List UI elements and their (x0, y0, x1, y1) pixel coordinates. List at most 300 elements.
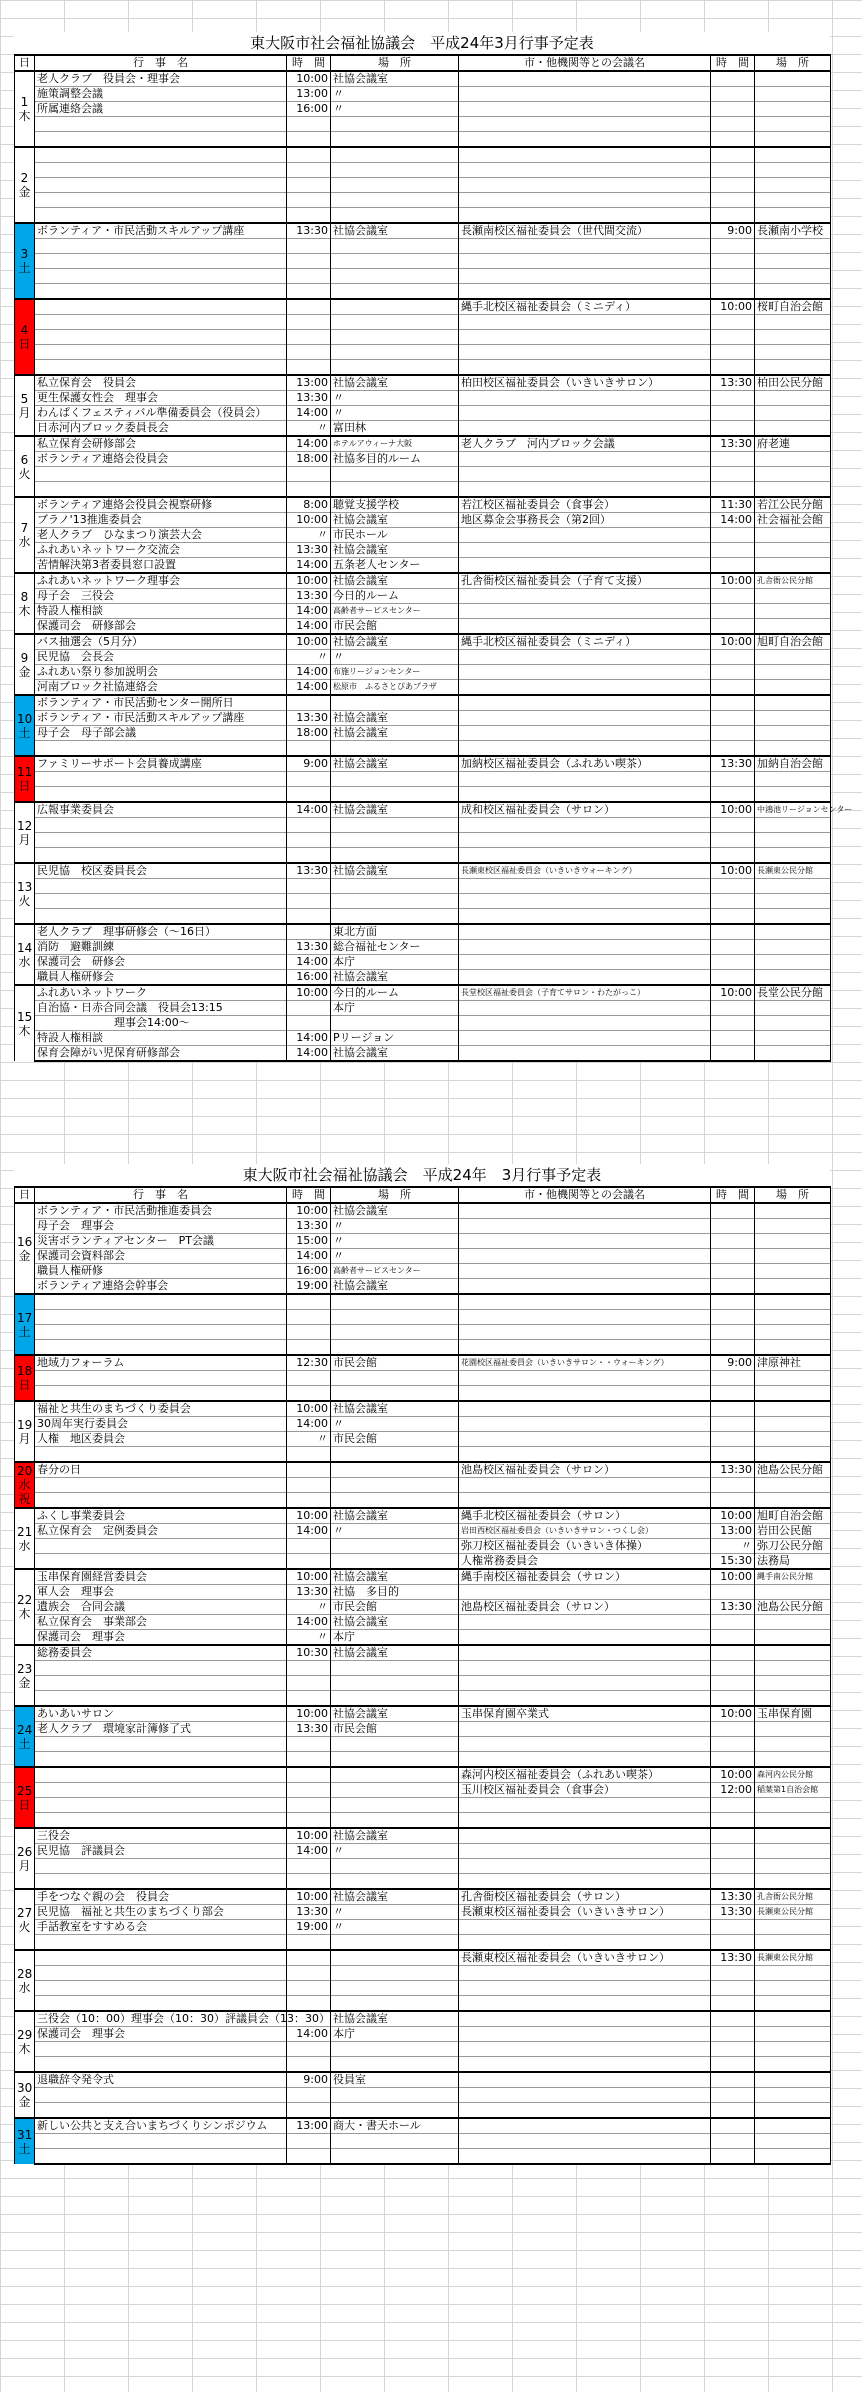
table-row (15, 2011, 831, 2027)
external-time (711, 178, 755, 193)
day-cell: 11 日 (15, 756, 35, 802)
external-time: 15:30 (711, 1554, 755, 1570)
event-place: 社協会議室 (331, 756, 459, 772)
table-row (15, 1905, 831, 1920)
external-meeting (459, 178, 711, 193)
table-row (15, 2149, 831, 2165)
external-meeting: 池島校区福祉委員会（サロン） (459, 1600, 711, 1615)
external-place (755, 1676, 831, 1691)
external-time (711, 1447, 755, 1463)
event-time: 13:30 (287, 1219, 331, 1234)
event-place: Pリージョン (331, 1031, 459, 1046)
external-time (711, 2072, 755, 2088)
external-place (755, 1016, 831, 1031)
external-time: 12:00 (711, 1783, 755, 1798)
table-row (15, 421, 831, 437)
external-place: 弥刀公民分館 (755, 1539, 831, 1554)
event-time (287, 1996, 331, 2012)
external-place (755, 680, 831, 696)
external-time: 10:00 (711, 863, 755, 879)
external-time (711, 2088, 755, 2103)
external-time: 10:00 (711, 1706, 755, 1722)
external-place (755, 619, 831, 635)
external-meeting: 長堂校区福祉委員会（子育てサロン・わたがっこ） (459, 985, 711, 1001)
event-name (35, 360, 287, 376)
event-name: 手をつなぐ親の会 役員会 (35, 1889, 287, 1905)
external-place (755, 1813, 831, 1829)
external-time (711, 1996, 755, 2012)
event-name (35, 772, 287, 787)
external-place: 旭町自治会館 (755, 634, 831, 650)
external-time (711, 1798, 755, 1813)
event-name (35, 1447, 287, 1463)
external-meeting (459, 421, 711, 437)
event-place (331, 1554, 459, 1570)
event-time (287, 2149, 331, 2165)
external-meeting (459, 695, 711, 711)
event-place (331, 1661, 459, 1676)
table-row (15, 1706, 831, 1722)
external-place (755, 589, 831, 604)
event-place: 社協会議室 (331, 573, 459, 589)
external-place (755, 970, 831, 986)
external-meeting: 縄手北校区福祉委員会（サロン） (459, 1508, 711, 1524)
external-time (711, 1401, 755, 1417)
event-place: 〃 (331, 406, 459, 421)
external-time (711, 970, 755, 986)
external-place: 旭町自治会館 (755, 1508, 831, 1524)
table-row (15, 2103, 831, 2119)
external-time (711, 894, 755, 909)
external-meeting: 花園校区福祉委員会（いきいきサロン・・ウォーキング） (459, 1355, 711, 1371)
external-place (755, 1294, 831, 1310)
table-row (15, 2042, 831, 2057)
table-row (15, 482, 831, 498)
external-time (711, 1630, 755, 1646)
external-meeting (459, 345, 711, 360)
external-meeting (459, 193, 711, 208)
event-time (287, 299, 331, 315)
external-meeting (459, 1386, 711, 1402)
event-time (287, 1325, 331, 1340)
event-name (35, 879, 287, 894)
table-row (15, 1046, 831, 1062)
external-time: 13:30 (711, 756, 755, 772)
table-row (15, 1600, 831, 1615)
external-time (711, 558, 755, 574)
table-row (15, 1844, 831, 1859)
external-place (755, 665, 831, 680)
event-time: 10:00 (287, 1203, 331, 1219)
table-row (15, 2118, 831, 2134)
event-place (331, 467, 459, 482)
event-time: 〃 (287, 1432, 331, 1447)
external-time: 10:00 (711, 299, 755, 315)
external-meeting (459, 1046, 711, 1062)
external-time (711, 1046, 755, 1062)
event-place (331, 1325, 459, 1340)
external-meeting: 縄手南校区福祉委員会（サロン） (459, 1569, 711, 1585)
external-time (711, 452, 755, 467)
event-place: 社協多目的ルーム (331, 452, 459, 467)
day-cell: 5 月 (15, 375, 35, 436)
external-meeting (459, 2027, 711, 2042)
event-place: 今日的ルーム (331, 589, 459, 604)
external-meeting (459, 940, 711, 955)
event-name (35, 1340, 287, 1356)
external-place: 玉串保育園 (755, 1706, 831, 1722)
table-row (15, 818, 831, 833)
external-meeting: 長瀬南校区福祉委員会（世代間交流） (459, 223, 711, 239)
event-time: 10:00 (287, 573, 331, 589)
event-time: 9:00 (287, 2072, 331, 2088)
event-time: 13:00 (287, 2118, 331, 2134)
day-cell: 12 月 (15, 802, 35, 863)
external-meeting (459, 589, 711, 604)
event-name: 私立保育会研修部会 (35, 436, 287, 452)
event-name (35, 1371, 287, 1386)
event-time (287, 787, 331, 803)
event-name: 遺族会 合同会議 (35, 1600, 287, 1615)
external-place (755, 178, 831, 193)
external-place (755, 1478, 831, 1493)
external-place (755, 284, 831, 300)
table-row (15, 909, 831, 925)
external-time (711, 1031, 755, 1046)
external-time: 10:00 (711, 1508, 755, 1524)
external-time (711, 1249, 755, 1264)
external-meeting (459, 132, 711, 148)
event-name: あいあいサロン (35, 1706, 287, 1722)
external-place: 社会福祉会館 (755, 513, 831, 528)
table-row (15, 1249, 831, 1264)
event-name: ボランティア・市民活動センター開所日 (35, 695, 287, 711)
event-place (331, 1386, 459, 1402)
external-meeting (459, 1737, 711, 1752)
external-time (711, 1920, 755, 1935)
event-name: ボランティア・市民活動スキルアップ講座 (35, 711, 287, 726)
event-time (287, 1294, 331, 1310)
event-time (287, 924, 331, 940)
event-name: 老人クラブ 役員会・理事会 (35, 71, 287, 87)
event-time (287, 1950, 331, 1966)
table-row (15, 711, 831, 726)
day-cell: 24 土 (15, 1706, 35, 1767)
table-row (15, 1722, 831, 1737)
table-row (15, 1031, 831, 1046)
external-time (711, 1371, 755, 1386)
event-time (287, 1691, 331, 1707)
event-place: 高齢者サービスセンター (331, 1264, 459, 1279)
external-time (711, 1310, 755, 1325)
event-time: 10:00 (287, 1889, 331, 1905)
event-name: 保育会障がい児保育研修部会 (35, 1046, 287, 1062)
external-meeting (459, 619, 711, 635)
event-place: 〃 (331, 87, 459, 102)
event-place: 社協会議室 (331, 711, 459, 726)
external-meeting (459, 1798, 711, 1813)
external-meeting: 若江校区福祉委員会（食事会） (459, 497, 711, 513)
schedule-table (14, 54, 853, 1062)
external-time (711, 1001, 755, 1016)
external-meeting (459, 1325, 711, 1340)
event-name (35, 1813, 287, 1829)
event-place: 〃 (331, 650, 459, 665)
event-place: 社協会議室 (331, 1279, 459, 1295)
external-time (711, 726, 755, 741)
event-time (287, 894, 331, 909)
event-time: 13:30 (287, 543, 331, 558)
event-name (35, 741, 287, 757)
event-time: 14:00 (287, 1524, 331, 1539)
external-place (755, 1585, 831, 1600)
event-place (331, 1478, 459, 1493)
table-row (15, 1630, 831, 1646)
event-place: 社協会議室 (331, 71, 459, 87)
table-row (15, 1996, 831, 2012)
external-place (755, 894, 831, 909)
day-cell: 13 火 (15, 863, 35, 924)
external-place (755, 452, 831, 467)
event-place (331, 1935, 459, 1951)
event-place: 社協会議室 (331, 1046, 459, 1062)
external-meeting (459, 970, 711, 986)
external-place (755, 2134, 831, 2149)
event-name: 広報事業委員会 (35, 802, 287, 818)
event-place (331, 1737, 459, 1752)
event-place: 〃 (331, 1905, 459, 1920)
event-name: 保護司会 理事会 (35, 2027, 287, 2042)
event-place (331, 1294, 459, 1310)
table-row (15, 665, 831, 680)
event-place (331, 299, 459, 315)
event-place (331, 284, 459, 300)
event-time (287, 818, 331, 833)
event-name: 民児協 福祉と共生のまちづくり部会 (35, 1905, 287, 1920)
table-row (15, 848, 831, 864)
external-place (755, 2149, 831, 2165)
external-time (711, 924, 755, 940)
event-time: 10:00 (287, 1508, 331, 1524)
event-place (331, 787, 459, 803)
external-place (755, 1615, 831, 1630)
day-cell: 7 水 (15, 497, 35, 573)
external-time (711, 1676, 755, 1691)
external-time (711, 695, 755, 711)
event-name (35, 1874, 287, 1890)
event-time: 10:00 (287, 1569, 331, 1585)
table-row (15, 223, 831, 239)
event-name (35, 2149, 287, 2165)
table-row (15, 1493, 831, 1509)
table-row (15, 1508, 831, 1524)
external-meeting (459, 924, 711, 940)
event-time (287, 208, 331, 224)
event-time (287, 193, 331, 208)
event-name (35, 482, 287, 498)
table-row (15, 833, 831, 848)
event-name (35, 909, 287, 925)
event-place: 松原市 ふるさとぴあプラザ (331, 680, 459, 696)
external-time (711, 2103, 755, 2119)
event-time: 15:00 (287, 1234, 331, 1249)
table-row (15, 802, 831, 818)
external-place: 池島公民分館 (755, 1462, 831, 1478)
external-place (755, 741, 831, 757)
external-time (711, 1966, 755, 1981)
external-meeting: 玉川校区福祉委員会（食事会） (459, 1783, 711, 1798)
event-name (35, 833, 287, 848)
event-name: 保護司会 理事会 (35, 1630, 287, 1646)
event-time: 13:00 (287, 375, 331, 391)
table-row (15, 163, 831, 178)
event-time (287, 330, 331, 345)
external-time (711, 467, 755, 482)
event-place: 社協会議室 (331, 1203, 459, 1219)
external-place (755, 879, 831, 894)
event-time: 18:00 (287, 726, 331, 741)
external-meeting (459, 1585, 711, 1600)
column-header: 市・他機関等との会議名 (459, 55, 711, 71)
external-time (711, 421, 755, 437)
external-place: 森河内公民分館 (755, 1767, 831, 1783)
event-name (35, 1783, 287, 1798)
external-time (711, 345, 755, 360)
table-row (15, 1325, 831, 1340)
table-row (15, 315, 831, 330)
external-meeting (459, 894, 711, 909)
event-place (331, 1752, 459, 1768)
event-time: 14:00 (287, 1031, 331, 1046)
external-time (711, 665, 755, 680)
event-name (35, 1310, 287, 1325)
external-place (755, 391, 831, 406)
event-place (331, 1493, 459, 1509)
external-meeting (459, 1691, 711, 1707)
event-name (35, 330, 287, 345)
external-time (711, 650, 755, 665)
event-time (287, 1981, 331, 1996)
event-time (287, 2134, 331, 2149)
table-row (15, 1950, 831, 1966)
external-place (755, 1219, 831, 1234)
external-meeting (459, 1676, 711, 1691)
external-time (711, 315, 755, 330)
event-name (35, 1676, 287, 1691)
external-place (755, 1661, 831, 1676)
day-cell: 21 水 (15, 1508, 35, 1569)
external-time (711, 619, 755, 635)
event-time (287, 1001, 331, 1016)
event-place: 今日的ルーム (331, 985, 459, 1001)
external-place (755, 2088, 831, 2103)
event-time (287, 1676, 331, 1691)
event-time (287, 482, 331, 498)
external-time (711, 711, 755, 726)
external-meeting (459, 741, 711, 757)
event-place (331, 1783, 459, 1798)
event-place: 本庁 (331, 1001, 459, 1016)
event-place (331, 833, 459, 848)
event-time: 14:00 (287, 406, 331, 421)
external-place (755, 482, 831, 498)
external-time (711, 955, 755, 970)
column-header: 行 事 名 (35, 55, 287, 71)
event-name: 自治協・日赤合同会議 役員会13:15 (35, 1001, 287, 1016)
column-header: 日 (15, 55, 35, 71)
event-place (331, 1371, 459, 1386)
external-place (755, 421, 831, 437)
external-meeting (459, 239, 711, 254)
external-meeting (459, 1615, 711, 1630)
external-time: 11:30 (711, 497, 755, 513)
day-cell: 25 日 (15, 1767, 35, 1828)
event-time: 14:00 (287, 1417, 331, 1432)
table-row (15, 117, 831, 132)
event-name: ふれあい祭り参加説明会 (35, 665, 287, 680)
table-row (15, 87, 831, 102)
external-meeting (459, 1371, 711, 1386)
event-name: 福祉と共生のまちづくり委員会 (35, 1401, 287, 1417)
event-time (287, 1016, 331, 1031)
external-meeting (459, 1447, 711, 1463)
event-name: 新しい公共と支え合いまちづくりシンポジウム (35, 2118, 287, 2134)
external-meeting (459, 467, 711, 482)
external-place (755, 2103, 831, 2119)
event-place: 高齢者サービスセンター (331, 604, 459, 619)
external-time: 13:30 (711, 1950, 755, 1966)
event-time: 13:30 (287, 1585, 331, 1600)
table-row (15, 1016, 831, 1031)
event-place: 〃 (331, 391, 459, 406)
event-place (331, 330, 459, 345)
external-time (711, 1844, 755, 1859)
external-time: 10:00 (711, 802, 755, 818)
external-time (711, 1340, 755, 1356)
table-row (15, 985, 831, 1001)
external-time (711, 1264, 755, 1279)
table-row (15, 1767, 831, 1783)
event-time: 19:00 (287, 1279, 331, 1295)
event-name: ふれあいネットワーク (35, 985, 287, 1001)
table-row (15, 894, 831, 909)
external-meeting (459, 879, 711, 894)
event-time: 13:30 (287, 863, 331, 879)
event-time (287, 1661, 331, 1676)
external-place (755, 1996, 831, 2012)
day-cell: 10 土 (15, 695, 35, 756)
event-place (331, 147, 459, 163)
external-time: 10:00 (711, 634, 755, 650)
external-place (755, 254, 831, 269)
event-place (331, 1996, 459, 2012)
day-cell: 19 月 (15, 1401, 35, 1462)
external-meeting (459, 2042, 711, 2057)
event-place (331, 894, 459, 909)
external-meeting (459, 1661, 711, 1676)
external-time (711, 1691, 755, 1707)
external-meeting (459, 1294, 711, 1310)
external-place (755, 1279, 831, 1295)
external-place (755, 528, 831, 543)
external-time (711, 818, 755, 833)
table-row (15, 1752, 831, 1768)
event-place (331, 1813, 459, 1829)
event-name (35, 1539, 287, 1554)
event-name (35, 2103, 287, 2119)
external-place (755, 102, 831, 117)
table-row (15, 741, 831, 757)
